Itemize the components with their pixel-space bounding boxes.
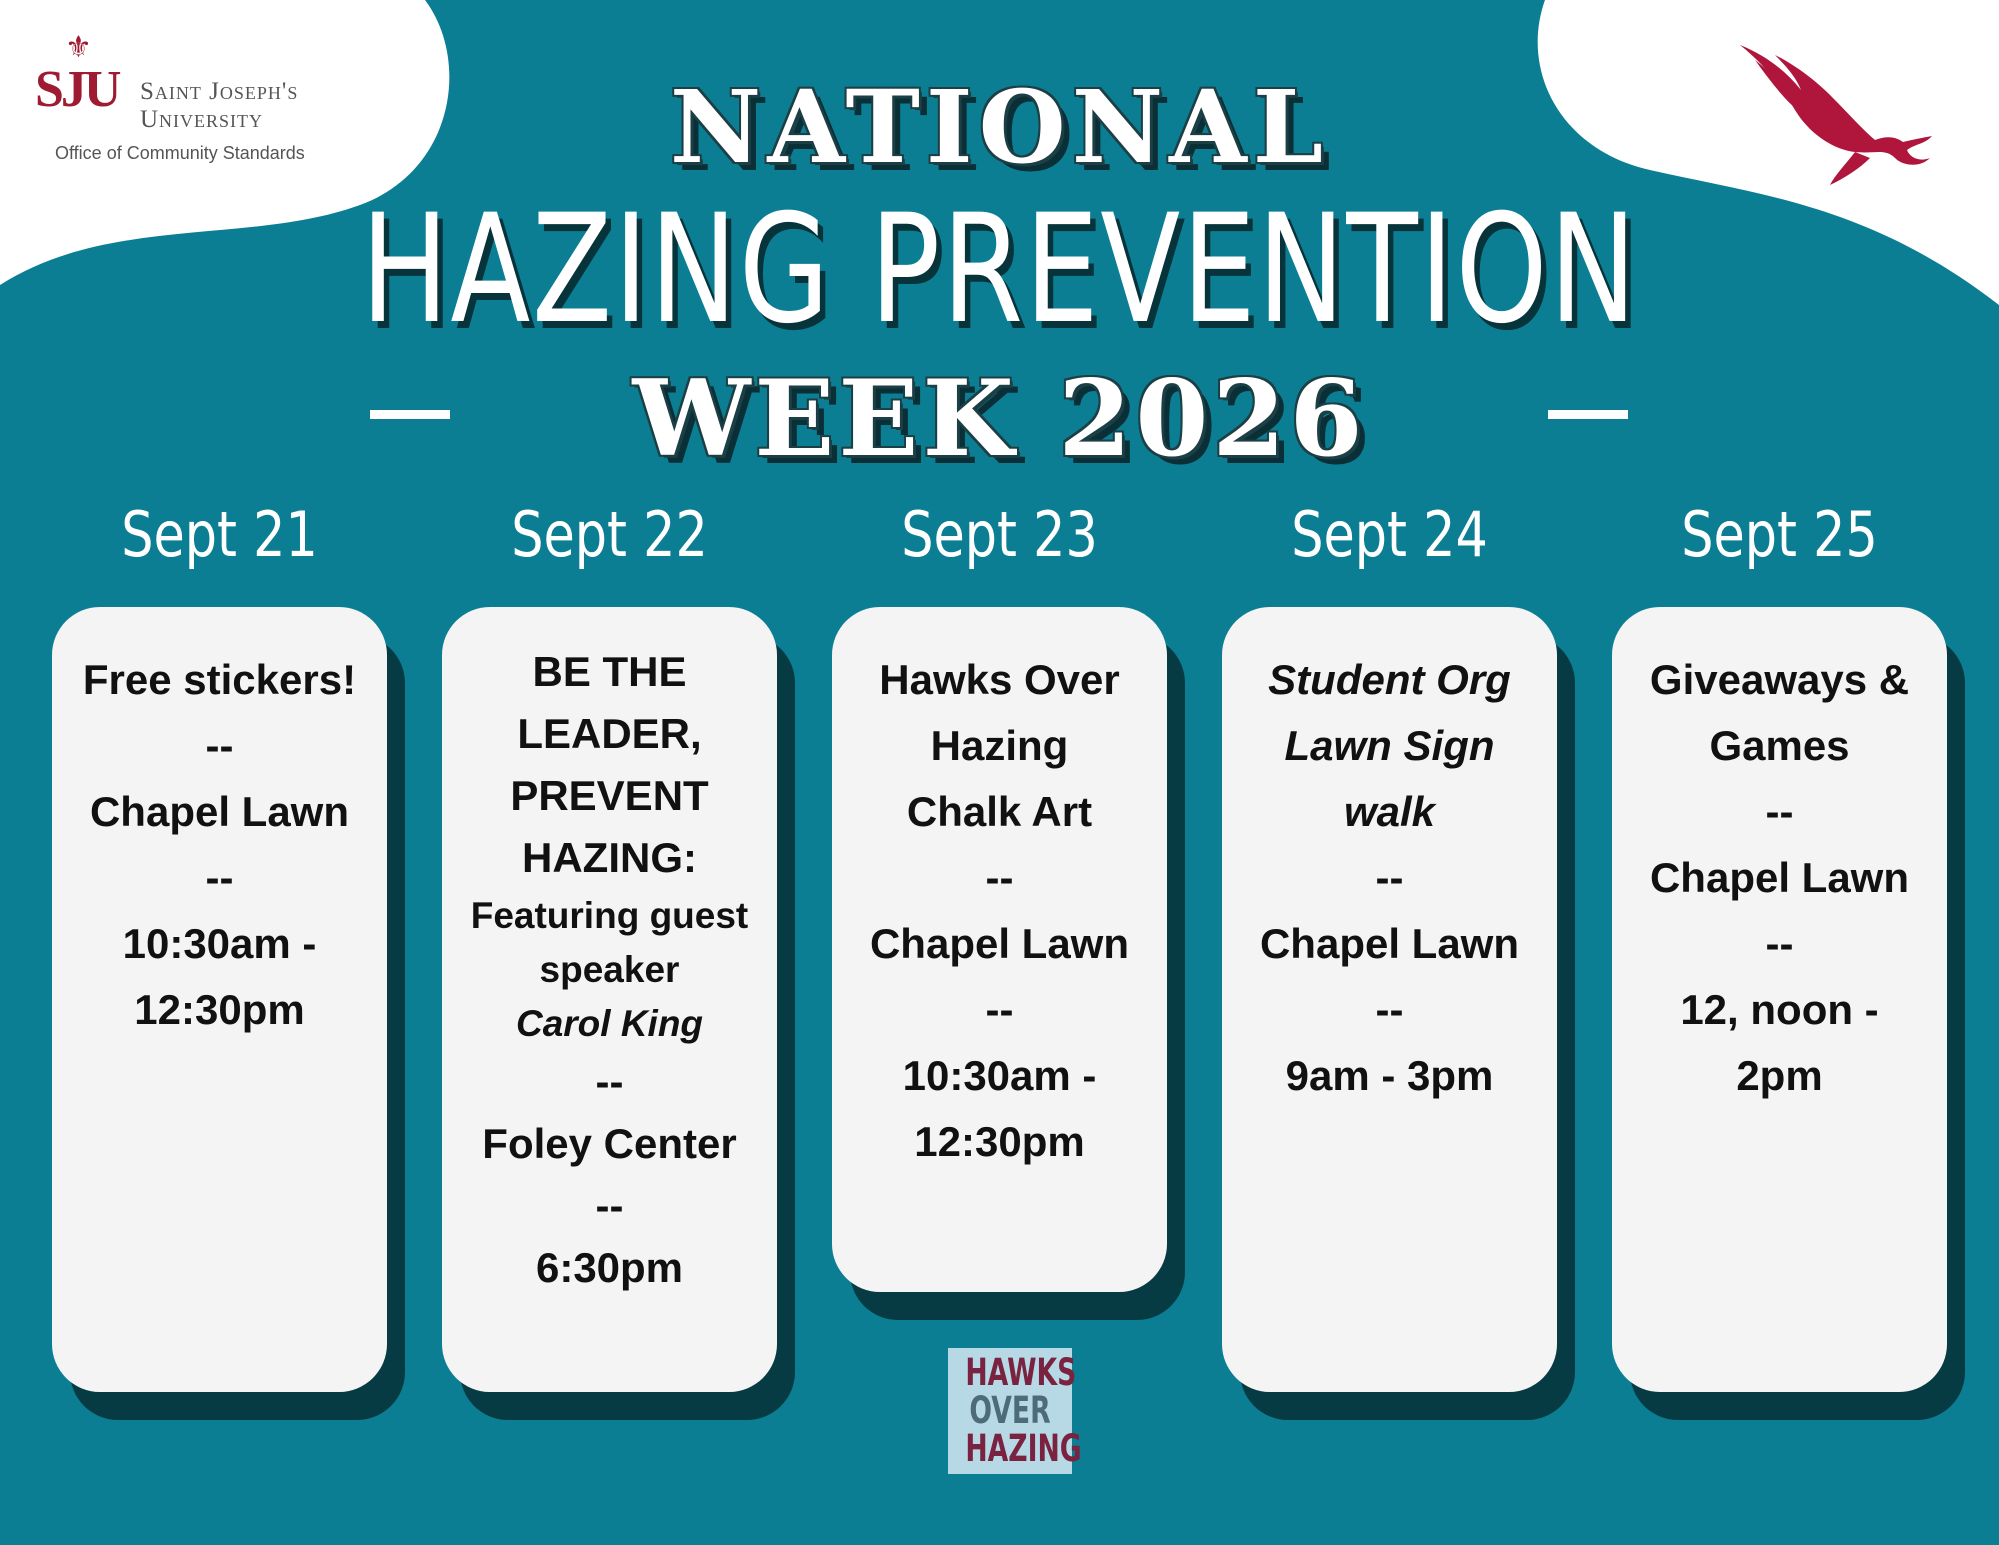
event-title-line: Student Org — [1268, 656, 1511, 703]
event-card-day-4 — [1222, 607, 1557, 1392]
event-title-line: Chalk Art — [906, 788, 1093, 835]
separator: -- — [1765, 788, 1794, 835]
date-day-2: Sept 22 — [511, 498, 708, 571]
badge-line-hawks: HAWKS — [965, 1351, 1077, 1394]
event-time-start: 12, noon - — [1680, 986, 1879, 1033]
date-day-5: Sept 25 — [1681, 498, 1878, 571]
event-time-end: 12:30pm — [134, 986, 305, 1033]
event-location: Chapel Lawn — [1649, 854, 1910, 901]
event-title-line: Lawn Sign — [1284, 722, 1495, 769]
event-location: Chapel Lawn — [89, 788, 350, 835]
event-title-line: Games — [1709, 722, 1850, 769]
separator: -- — [985, 986, 1014, 1033]
event-speaker: Carol King — [515, 1003, 704, 1044]
event-title-line: PREVENT — [510, 772, 709, 819]
event-time-start: 10:30am - — [122, 920, 317, 967]
date-day-3: Sept 23 — [901, 498, 1098, 571]
event-location: Foley Center — [482, 1120, 737, 1167]
event-location: Chapel Lawn — [869, 920, 1130, 967]
office-name: Office of Community Standards — [55, 143, 305, 163]
title-hazing-prevention: HAZING PREVENTION — [360, 183, 1639, 357]
event-title: Free stickers! — [82, 656, 357, 703]
separator: -- — [595, 1058, 624, 1105]
event-card-day-1 — [52, 607, 387, 1392]
event-time-end: 2pm — [1736, 1052, 1823, 1099]
separator: -- — [1375, 986, 1404, 1033]
event-title-line: walk — [1343, 788, 1436, 835]
separator: -- — [1765, 920, 1794, 967]
title-week: WEEK 2026 — [632, 356, 1367, 480]
event-title-line: Hazing — [930, 722, 1069, 769]
event-subtitle-line: speaker — [539, 949, 680, 990]
event-title-line: BE THE — [532, 648, 687, 695]
title-dash-right — [1548, 410, 1628, 419]
event-time-end: 12:30pm — [914, 1118, 1085, 1165]
event-title-line: LEADER, — [517, 710, 702, 757]
event-title-line: Hawks Over — [879, 656, 1120, 703]
date-day-4: Sept 24 — [1291, 498, 1488, 571]
hawks-over-hazing-badge — [948, 1348, 1082, 1474]
date-day-1: Sept 21 — [121, 498, 318, 571]
separator: -- — [205, 854, 234, 901]
separator: -- — [205, 722, 234, 769]
separator: -- — [985, 854, 1014, 901]
event-time: 6:30pm — [535, 1244, 684, 1291]
badge-line-over: OVER — [969, 1389, 1051, 1432]
event-location: Chapel Lawn — [1259, 920, 1520, 967]
event-card-day-2 — [442, 607, 777, 1392]
university-name-line1: Saint Joseph's — [140, 78, 299, 105]
sju-mark: SJU — [35, 61, 119, 118]
university-name-line2: University — [140, 106, 264, 133]
event-time: 9am - 3pm — [1285, 1052, 1494, 1099]
title-national: NATIONAL — [669, 68, 1330, 186]
event-card-day-3 — [832, 607, 1167, 1292]
event-card-day-5 — [1612, 607, 1947, 1392]
badge-line-hazing: HAZING — [965, 1427, 1082, 1470]
fleur-de-lis-icon: ⚜ — [65, 30, 92, 65]
event-subtitle-line: Featuring guest — [470, 895, 749, 936]
event-time-start: 10:30am - — [902, 1052, 1097, 1099]
event-title-line: HAZING: — [522, 834, 697, 881]
separator: -- — [595, 1182, 624, 1229]
event-title-line: Giveaways & — [1649, 656, 1910, 703]
separator: -- — [1375, 854, 1404, 901]
